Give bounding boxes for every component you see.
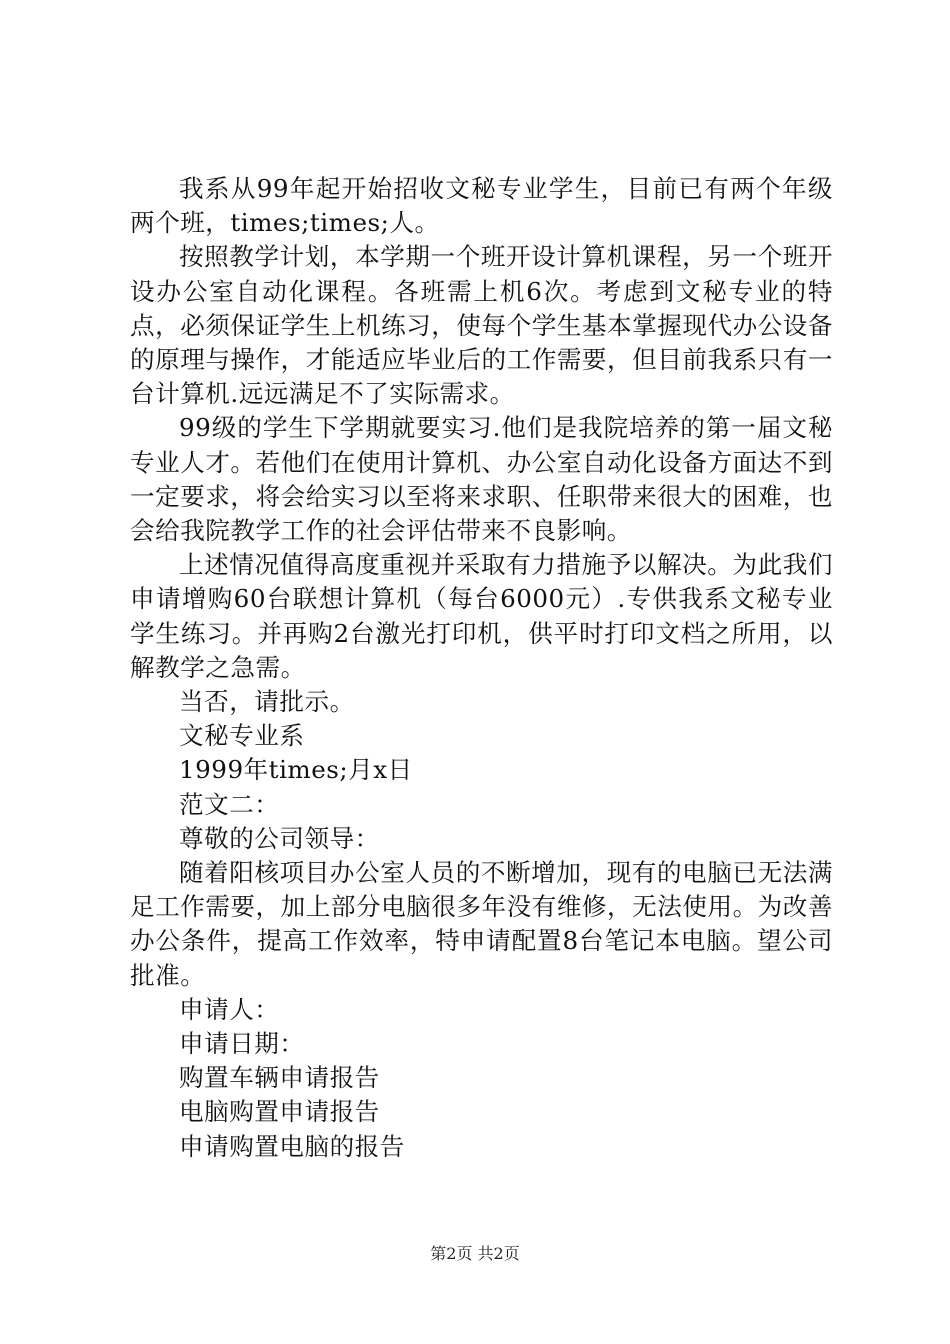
paragraph-laptop-request: 随着阳核项目办公室人员的不断增加，现有的电脑已无法满足工作需要，加上部分电脑很多年没有维修，无法使用。为改善办公条件，提高工作效率，特申请配置8台笔记本电脑。望公司批准。 <box>130 858 833 990</box>
related-title-computer-purchase-report: 申请购置电脑的报告 <box>179 1131 405 1161</box>
paragraph-purchase-request: 上述情况值得高度重视并采取有力措施予以解决。为此我们申请增购60台联想计算机（每台6000元）.专供我系文秘专业学生练习。并再购2台激光打印机，供平时打印文档之所用，以解教学之急需。 <box>130 550 833 682</box>
paragraph-approval-request: 当否，请批示。 <box>179 687 355 717</box>
paragraph-teaching-plan: 按照教学计划，本学期一个班开设计算机课程，另一个班开设办公室自动化课程。各班需上机6次。考虑到文秘专业的特点，必须保证学生上机练习，使每个学生基本掌握现代办公设备的原理与操作，才能适应毕业后的工作需要，但目前我系只有一台计算机.远远满足不了实际需求。 <box>130 242 833 409</box>
paragraph-internship: 99级的学生下学期就要实习.他们是我院培养的第一届文秘专业人才。若他们在使用计算机、办公室自动化设备方面达不到一定要求，将会给实习以至将来求职、任职带来很大的困难，也会给我院教学工作的社会评估带来不良影响。 <box>130 413 833 546</box>
paragraph-application-date: 申请日期： <box>179 1029 305 1059</box>
paragraph-date: 1999年times;月x日 <box>179 755 413 785</box>
paragraph-sample-two-heading: 范文二： <box>179 789 280 819</box>
page-number-footer: 第2页 共2页 <box>430 1244 520 1263</box>
related-title-computer-report: 电脑购置申请报告 <box>179 1097 380 1127</box>
document-body <box>130 172 833 1164</box>
paragraph-department-signature: 文秘专业系 <box>179 721 305 751</box>
paragraph-salutation: 尊敬的公司领导： <box>179 823 380 853</box>
related-title-vehicle-report: 购置车辆申请报告 <box>179 1063 380 1093</box>
paragraph-enrollment: 我系从99年起开始招收文秘专业学生，目前已有两个年级两个班，times;times;人。 <box>130 174 833 238</box>
paragraph-applicant: 申请人： <box>179 994 280 1024</box>
